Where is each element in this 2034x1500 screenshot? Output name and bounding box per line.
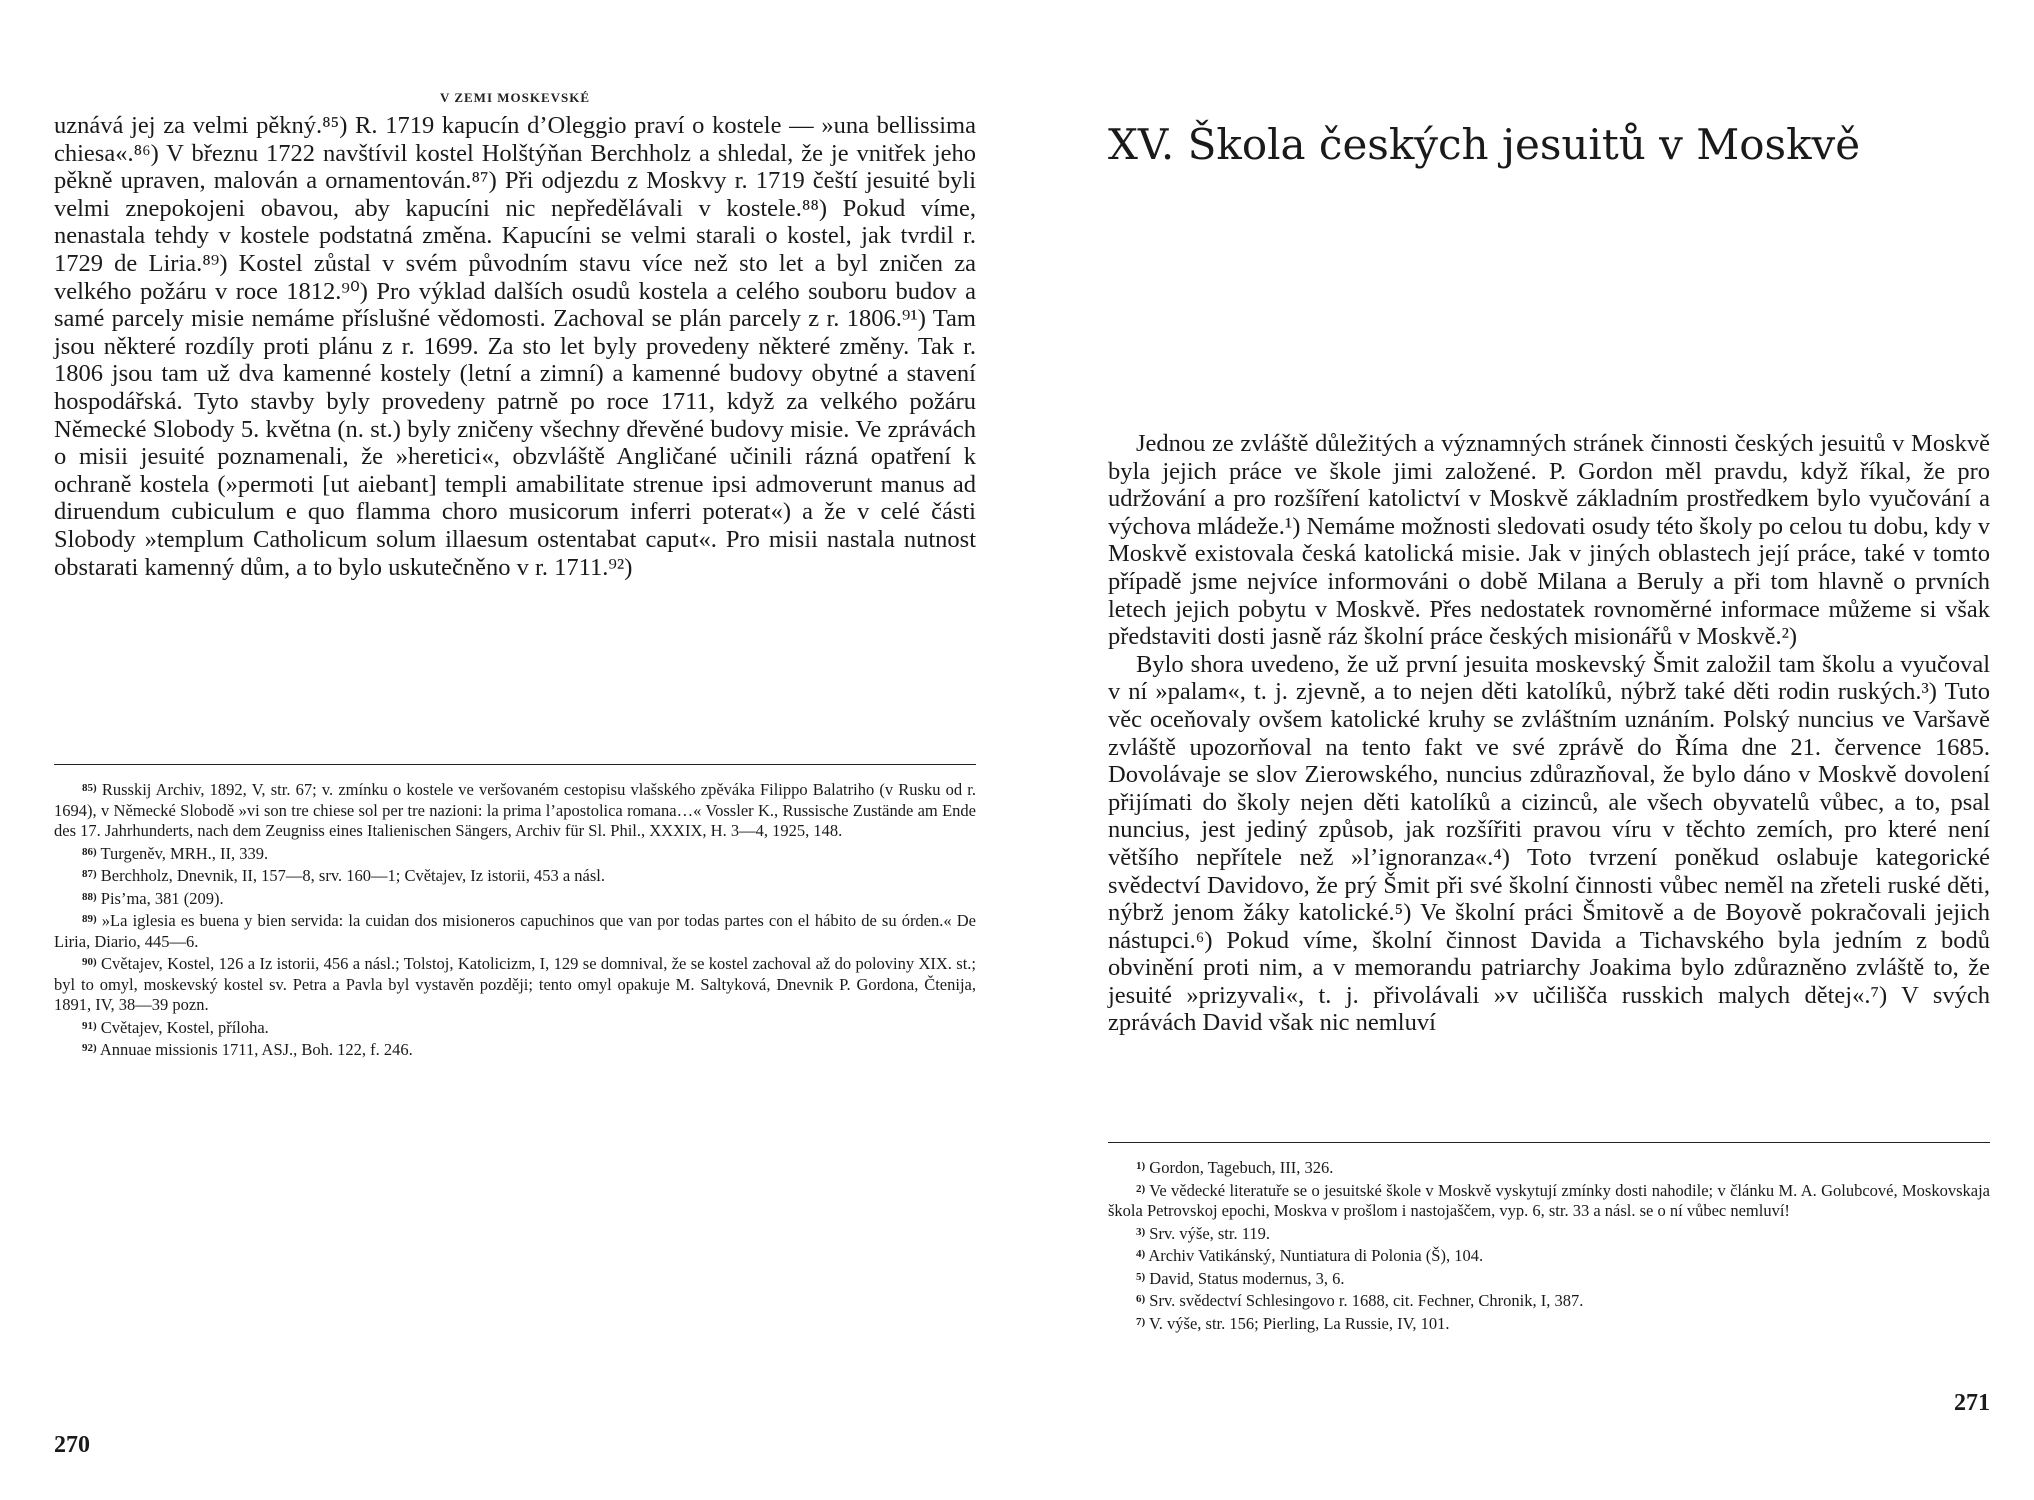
chapter-title: XV. Škola českých jesuitů v Moskvě [1108,120,1861,169]
footnote: $^{87)}$ Berchholz, Dnevnik, II, 157—8, srv. 160—1; Cvětajev, Iz istorii, 453 a násl. [82,866,606,885]
footnote: $^{89)}$ »La iglesia es buena y bien servida: la cuidan dos misioneros capuchinos que van por todas partes con el hábito de su órden.« De Liria, Diario, 445—6. [54,911,976,951]
footnote: $^{91)}$ Cvětajev, Kostel, příloha. [82,1017,269,1037]
page-number: 271 [1954,1390,1990,1416]
body-paragraph: Jednou ze zvláště důležitých a významných stránek činnosti českých jesuitů v Moskvě byla jejich práce ve škole jimi založené. P. Gordon měl pravdu, když říkal, že pro udržování a pro rozšíření katolictví v Moskvě základním prostředkem bylo vyučování a výchova mládeže.¹) Nemáme možnosti sledovati osudy této školy po celou tu dobu, kdy v Moskvě existovala česká katolická misie. Jak v jiných oblastech její práce, také v tomto případě jsme nejvíce informováni o době Milana a Beruly a při tom hlavně o prvních letech jejich pobytu v Moskvě. Přes nedostatek rovnoměrné informace můžeme si však představiti dosti jasně ráz školní práce českých misionářů v Moskvě.²) [1108,430,1990,651]
right-footnotes [1108,1156,1990,1334]
body-paragraph: Bylo shora uvedeno, že už první jesuita moskevský Šmit založil tam školu a vyučoval v ní »palam«, t. j. zjevně, a to nejen děti katolíků, nýbrž také děti rodin ruských.³) Tuto věc oceňovaly ovšem katolické kruhy se zvláštním uznáním. Polský nuncius ve Varšavě zvláště upozorňoval na tento fakt ve své zprávě do Říma dne 21. července 1685. Dovolávaje se slov Zierowského, nuncius zdůrazňoval, že bylo dáno v Moskvě dovolení přijímati do školy nejen děti katolíků a cizinců, ale všech obyvatelů vůbec, a to, psal nuncius, jest jediný způsob, jak rozšířiti pravou víru v těchto zemích, pro které není většího nepřítele než »l’ignoranza«.⁴) Toto tvrzení poněkud oslabuje kategorické svědectví Davidovo, že prý Šmit při své školní činnosti vůbec neměl na zřeteli ruské děti, nýbrž jenom žáky katolické.⁵) Ve školní práci Šmitově a de Boyově pokračovali jejich nástupci.⁶) Pokud víme, školní činnost Davida a Tichavského byla jedním z bodů obvinění proti nim, a v memorandu patriarchy Joakima bylo zdůrazněno zvláště to, že jesuité »prizyvali«, t. j. přivolávali »v učilišča russkich malych dětej«.⁷) V svých zprávách David však nic nemluví [1108,650,1990,1037]
left-footnotes [54,778,976,1061]
footnote: $^{85)}$ Russkij Archiv, 1892, V, str. 67; v. zmínku o kostele ve veršovaném cestopisu vlašského zpěváka Filippo Balatriho (v Rusku od r. 1694), v Německé Slobodě »vi son tre chiese sol per tre nazioni: la prima l’apostolica romana…« Vossler K., Russische Zustände am Ende des 17. Jahrhunderts, nach dem Zeugniss eines Italienischen Sängers, Archiv für Sl. Phil., XXXIX, H. 3—4, 1925, 148. [54,780,977,840]
footnote-divider [1108,1142,1990,1143]
running-head: V ZEMI MOSKEVSKÉ [439,90,591,105]
footnote: $^{88)}$ Pis’ma, 381 (209). [82,888,224,908]
footnote: $^{4)}$ Archiv Vatikánský, Nuntiatura di Polonia (Š), 104. [1136,1246,1484,1265]
right-page [1108,0,1990,1500]
left-page [54,0,976,1500]
left-body-text [54,112,976,581]
footnote: $^{86)}$ Turgeněv, MRH., II, 339. [82,843,269,863]
footnote: $^{92)}$ Annuae missionis 1711, ASJ., Boh. 122, f. 246. [82,1040,413,1059]
footnote-divider [54,764,976,765]
footnote: $^{1)}$ Gordon, Tagebuch, III, 326. [1136,1158,1334,1177]
footnote: $^{2)}$ Ve vědecké literatuře se o jesuitské škole v Moskvě vyskytují zmínky dosti nahodile; v článku M. A. Golubcové, Moskovskaja škola Petrovskoj epochi, Moskva v prošlom i nastojaščem, vyp. 6, str. 33 a násl. se o ní vůbec nemluví! [1108,1180,1991,1220]
page-number: 270 [54,1432,90,1458]
footnote: $^{5)}$ David, Status modernus, 3, 6. [1136,1268,1345,1288]
footnote: $^{7)}$ V. výše, str. 156; Pierling, La Russie, IV, 101. [1136,1313,1450,1333]
footnote: $^{90)}$ Cvětajev, Kostel, 126 a Iz istorii, 456 a násl.; Tolstoj, Katolicizm, I, 129 se domnival, že se kostel zachoval až do poloviny XIX. st.; byl to omyl, moskevský kostel sv. Petra a Pavla byl vystavěn později; tento omyl opakuje M. Saltyková, Dnevnik P. Gordona, Čtenija, 1891, IV, 38—39 pozn. [54,954,977,1014]
body-paragraph: uznává jej za velmi pěkný.⁸⁵) R. 1719 kapucín d’Oleggio praví o kostele — »una bellissima chiesa«.⁸⁶) V březnu 1722 navštívil kostel Holštýňan Berchholz a shledal, že je vnitřek jeho pěkně upraven, malován a ornamentován.⁸⁷) Při odjezdu z Moskvy r. 1719 čeští jesuité byli velmi znepokojeni obavou, aby kapucíni nic nepředělávali v kostele.⁸⁸) Pokud víme, nenastala tehdy v kostele podstatná změna. Kapucíni se velmi starali o kostel, jak tvrdil r. 1729 de Liria.⁸⁹) Kostel zůstal v svém původním stavu více než sto let a byl zničen za velkého požáru v roce 1812.⁹⁰) Pro výklad dalších osudů kostela a celého souboru budov a samé parcely misie nemáme příslušné vědomosti. Zachoval se plán parcely z r. 1806.⁹¹) Tam jsou některé rozdíly proti plánu z r. 1699. Za sto let byly provedeny některé změny. Tak r. 1806 jsou tam už dva kamenné kostely (letní a zimní) a kamenné budovy obytné a stavení hospodářská. Tyto stavby byly provedeny patrně po roce 1711, když za velkého požáru Německé Slobody 5. května (n. st.) byly zničeny všechny dřevěné budovy misie. Ve zprávách o misii jesuité poznamenali, že »heretici«, obzvláště Angličané učinili rázná opatření k ochraně kostela (»permoti [ut aiebant] templi amabilitate strenue ipsi admoverunt manus ad diruendum cubiculum e quo flamma choro musicorum inferri poterat«) a že v celé části Slobody »templum Catholicum solum illaesum ostentabat caput«. Pro misii nastala nutnost obstarati kamenný dům, a to bylo uskutečněno v r. 1711.⁹²) [54,112,976,581]
footnote: $^{6)}$ Srv. svědectví Schlesingovo r. 1688, cit. Fechner, Chronik, I, 387. [1136,1291,1584,1310]
footnote: $^{3)}$ Srv. výše, str. 119. [1136,1223,1270,1243]
right-body-text [1108,430,1990,1037]
